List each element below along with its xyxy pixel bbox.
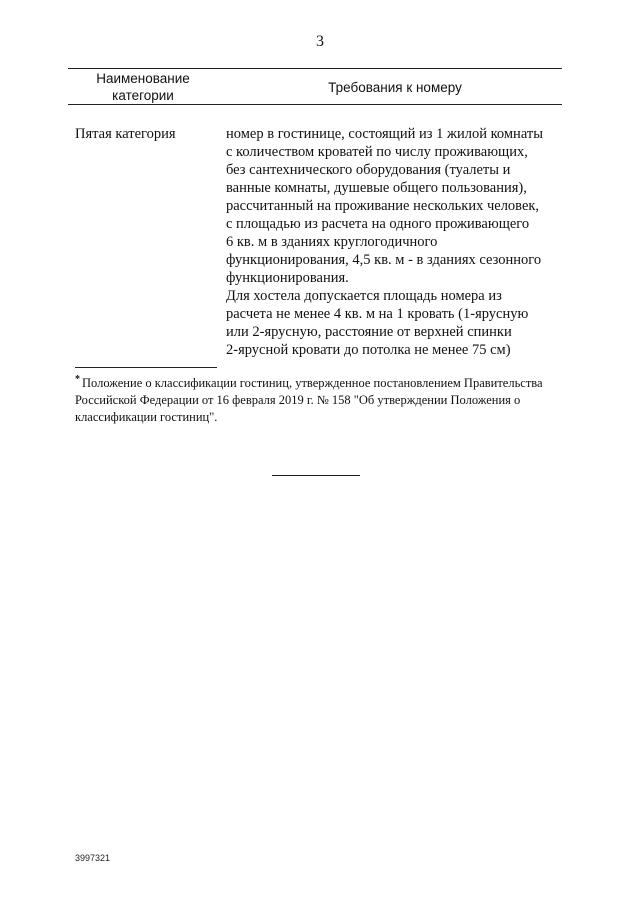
requirements-line: ванные комнаты, душевые общего пользования), bbox=[226, 180, 527, 196]
footnote-text: Положение о классификации гостиниц, утвержденное постановлением Правительства bbox=[82, 376, 543, 390]
table-top-rule bbox=[68, 68, 562, 69]
end-of-document-rule bbox=[272, 475, 360, 476]
footnote bbox=[75, 375, 561, 426]
header-category-name bbox=[68, 70, 218, 104]
requirements-line: рассчитанный на проживание нескольких человек, bbox=[226, 198, 540, 214]
footnote-separator bbox=[75, 367, 217, 368]
footnote-line-3: классификации гостиниц". bbox=[75, 410, 218, 424]
footnote-marker: * bbox=[75, 373, 80, 385]
header-room-requirements: Требования к номеру bbox=[328, 80, 462, 95]
header-category-line-1: Наименование bbox=[96, 71, 190, 86]
requirements-line: с площадью из расчета на одного проживающего bbox=[226, 216, 530, 232]
document-code: 3997321 bbox=[75, 853, 111, 863]
requirements-line: без сантехнического оборудования (туалеты и bbox=[226, 162, 511, 178]
page-number: 3 bbox=[316, 33, 324, 50]
category-name-cell: Пятая категория bbox=[75, 126, 176, 142]
requirements-line: функционирования. bbox=[226, 270, 349, 286]
footnote-line-2: Российской Федерации от 16 февраля 2019 г. № 158 "Об утверждении Положения о bbox=[75, 393, 521, 407]
requirements-line: функционирования, 4,5 кв. м - в зданиях сезонного bbox=[226, 252, 542, 268]
footnote-line-1 bbox=[75, 375, 561, 392]
requirements-line: номер в гостинице, состоящий из 1 жилой комнаты bbox=[226, 126, 543, 142]
requirements-line: 2-ярусной кровати до потолка не менее 75 см) bbox=[226, 342, 511, 358]
requirements-line: 6 кв. м в зданиях круглогодичного bbox=[226, 234, 438, 250]
header-category-line-2: категории bbox=[112, 88, 174, 103]
requirements-line: или 2-ярусную, расстояние от верхней спинки bbox=[226, 324, 512, 340]
requirements-line: Для хостела допускается площадь номера из bbox=[226, 288, 502, 304]
requirements-line: с количеством кроватей по числу проживающих, bbox=[226, 144, 528, 160]
requirements-line: расчета не менее 4 кв. м на 1 кровать (1-ярусную bbox=[226, 306, 529, 322]
table-header-bottom-rule bbox=[68, 104, 562, 105]
requirements-cell bbox=[226, 125, 566, 359]
